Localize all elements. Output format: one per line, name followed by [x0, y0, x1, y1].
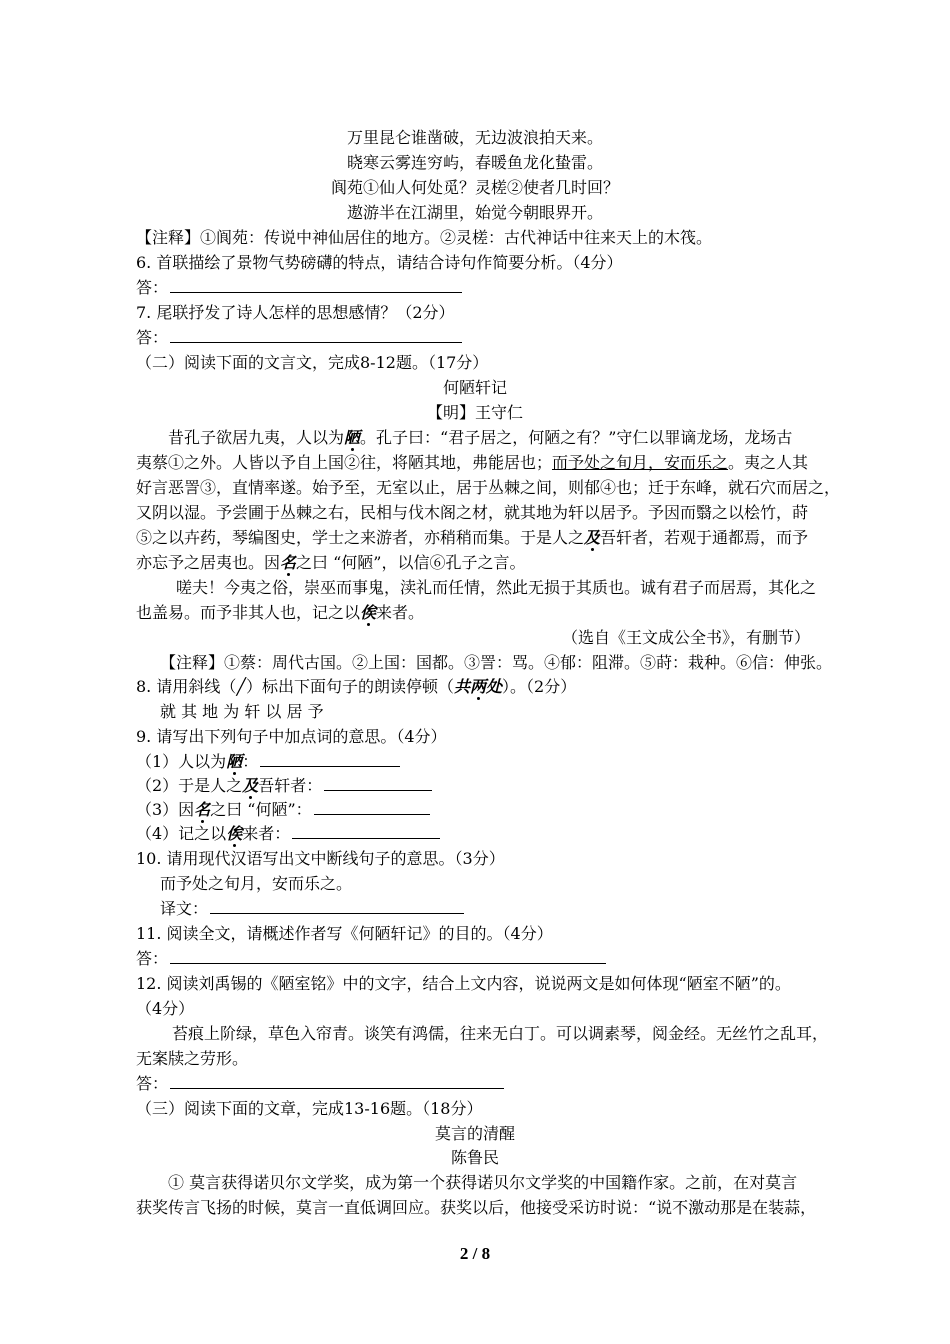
section-2-heading: （二）阅读下面的文言文，完成8-12题。（17分）: [136, 353, 489, 372]
paragraph-1-line-1: 昔孔子欲居九夷，人以为陋。孔子曰：“君子居之，何陋之有？”守仁以罪谪龙场，龙场古: [168, 428, 793, 447]
poem-line-1: 万里昆仑谁凿破，无边波浪拍天来。: [346, 128, 603, 147]
dotted-char: 陋: [226, 752, 243, 771]
dotted-char: 及: [584, 528, 601, 547]
answer-blank[interactable]: [260, 751, 400, 767]
paragraph-1-line-2: 夷蔡①之外。人皆以予自上国②往，将陋其地，弗能居也；而予处之旬月，安而乐之。夷之人其: [136, 453, 809, 472]
underlined-sentence: 而予处之旬月，安而乐之: [552, 453, 729, 472]
answer-blank[interactable]: [210, 898, 464, 914]
dotted-char: 俟: [360, 603, 377, 622]
article-2-author: 【明】王守仁: [426, 403, 523, 422]
answer-label: 答：: [136, 949, 169, 968]
article-2-title: 何陋轩记: [442, 378, 507, 397]
question-9: 9. 请写出下列句子中加点词的意思。（4分）: [136, 727, 447, 746]
answer-line-11: [136, 948, 606, 970]
question-10: 10. 请用现代汉语写出文中断线句子的意思。（3分）: [136, 849, 505, 868]
answer-blank[interactable]: [292, 823, 440, 839]
paragraph-1-line-3: 好言恶詈③，直情率遂。始予至，无室以止，居于丛棘之间，则郁④也；迁于东峰，就石穴而居之，: [136, 478, 841, 497]
question-12-quote-line-2: 无案牍之劳形。: [136, 1049, 249, 1068]
question-6: 6. 首联描绘了景物气势磅礴的特点，请结合诗句作简要分析。（4分）: [136, 253, 623, 272]
article-3-author: 陈鲁民: [450, 1148, 499, 1167]
dotted-char: 及: [242, 776, 259, 795]
paragraph-3-line-2: 获奖传言飞扬的时候，莫言一直低调回应。获奖以后，他接受采访时说：“说不激动那是在装蒜，: [136, 1198, 817, 1217]
answer-line-7: [136, 327, 462, 349]
question-8-sentence: 就 其 地 为 轩 以 居 予: [160, 702, 324, 721]
dotted-char: 陋: [344, 428, 361, 447]
question-8: 8. 请用斜线（╱）标出下面句子的朗读停顿（共两处）。（2分）: [136, 677, 577, 696]
paragraph-3-line-1: ① 莫言获得诺贝尔文学奖，成为第一个获得诺贝尔文学奖的中国籍作家。之前，在对莫言: [168, 1173, 798, 1192]
question-9-item-2: （2）于是人之及吾轩者：: [136, 775, 432, 797]
page-number: 2 / 8: [459, 1244, 491, 1263]
answer-label: 答：: [136, 1074, 169, 1093]
paragraph-1-line-6: 亦忘予之居夷也。因名之曰 “何陋”，以信⑥孔子之言。: [136, 553, 526, 572]
question-12-score: （4分）: [136, 999, 195, 1018]
answer-blank[interactable]: [324, 775, 432, 791]
translation-line: [160, 898, 464, 920]
poem-line-3: 阆苑①仙人何处觅？灵槎②使者几时回？: [330, 178, 619, 197]
paragraph-2-line-2: 也盖易。而予非其人也，记之以俟来者。: [136, 603, 425, 622]
dotted-text: 共两处: [454, 677, 503, 696]
paragraph-2-line-1: 嗟夫！今夷之俗，崇巫而事鬼，渎礼而任情，然此无损于其质也。诚有君子而居焉，其化之: [176, 578, 817, 597]
answer-blank[interactable]: [170, 327, 462, 343]
question-9-item-3: （3）因名之曰 “何陋”：: [136, 799, 430, 821]
question-12-quote-line-1: 苔痕上阶绿，草色入帘青。谈笑有鸿儒，往来无白丁。可以调素琴，阅金经。无丝竹之乱耳，: [172, 1024, 829, 1043]
question-7: 7. 尾联抒发了诗人怎样的思想感情？（2分）: [136, 303, 455, 322]
question-10-sentence: 而予处之旬月，安而乐之。: [160, 874, 353, 893]
poem-line-4: 遨游半在江湖里，始觉今朝眼界开。: [346, 203, 603, 222]
dotted-char: 俟: [226, 824, 243, 843]
poem-note: 【注释】①阆苑：传说中神仙居住的地方。②灵槎：古代神话中往来天上的木筏。: [136, 228, 713, 247]
article-2-notes: 【注释】①蔡：周代古国。②上国：国都。③詈：骂。④郁：阻滞。⑤莳：栽种。⑥信：伸张。: [160, 653, 833, 672]
dotted-char: 名: [280, 553, 297, 572]
paragraph-1-line-5: ⑤之以卉药，琴编图史，学士之来游者，亦稍稍而集。于是人之及吾轩者，若观于通都焉，而予: [136, 528, 809, 547]
answer-blank[interactable]: [170, 1073, 504, 1089]
answer-label: 答：: [136, 278, 169, 297]
answer-blank[interactable]: [170, 948, 606, 964]
poem-line-2: 晓寒云雾连穷屿，春暖鱼龙化蛰雷。: [346, 153, 603, 172]
answer-line-12: [136, 1073, 504, 1095]
translation-label: 译文：: [160, 899, 209, 918]
question-9-item-1: （1）人以为陋：: [136, 751, 400, 773]
answer-blank[interactable]: [314, 799, 430, 815]
answer-line-6: [136, 277, 462, 299]
article-3-title: 莫言的清醒: [434, 1124, 515, 1143]
question-9-item-4: （4）记之以俟来者：: [136, 823, 440, 845]
question-12: 12. 阅读刘禹锡的《陋室铭》中的文字，结合上文内容，说说两文是如何体现“陋室不陋”的。: [136, 974, 791, 993]
answer-label: 答：: [136, 328, 169, 347]
article-2-source: （选自《王文成公全书》，有删节）: [561, 628, 810, 647]
dotted-char: 名: [194, 800, 211, 819]
answer-blank[interactable]: [170, 277, 462, 293]
question-11: 11. 阅读全文，请概述作者写《何陋轩记》的目的。（4分）: [136, 924, 553, 943]
section-3-heading: （三）阅读下面的文章，完成13-16题。（18分）: [136, 1099, 483, 1118]
paragraph-1-line-4: 又阴以湿。予尝圃于丛棘之右，民相与伐木阁之材，就其地为轩以居予。予因而翳之以桧竹，莳: [136, 503, 809, 522]
